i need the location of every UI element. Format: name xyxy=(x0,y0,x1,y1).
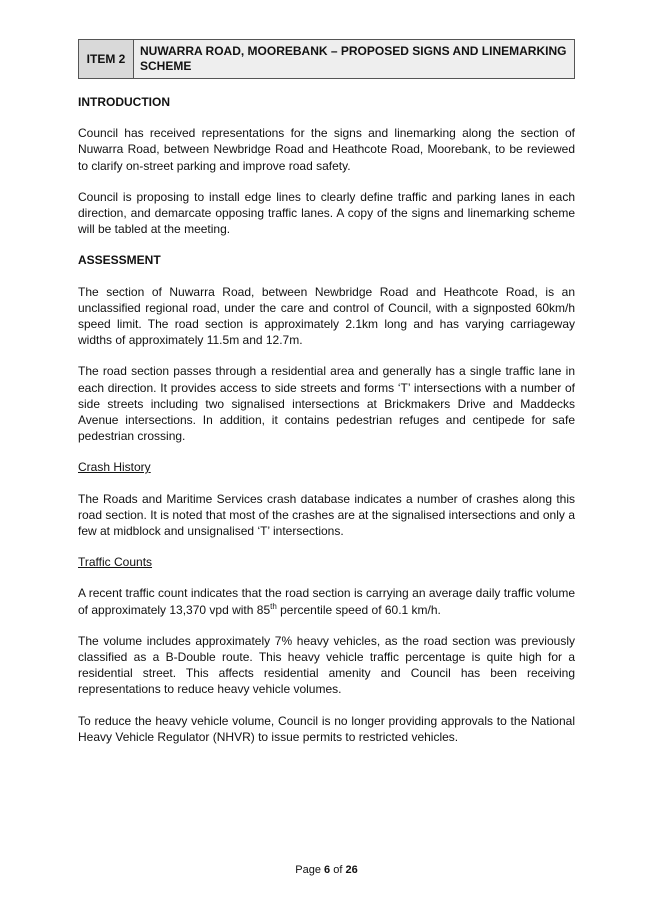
traffic-paragraph-3: To reduce the heavy vehicle volume, Council is no longer providing approvals to the National Heavy Vehicle Regulator (NHVR) to issue permits to restricted vehicles. xyxy=(78,713,575,744)
intro-paragraph-2: Council is proposing to install edge lines to clearly define traffic and parking lanes in each direction, and demarcate opposing traffic lanes. A copy of the signs and linemarking scheme will be tabled at the meeting. xyxy=(78,189,575,237)
assessment-paragraph-2: The road section passes through a residential area and generally has a single traffic lane in each direction. It provides access to side streets and forms ‘T’ intersections with a number of side streets including two signalised intersections at Brickmakers Drive and Maddecks Avenue intersections. In addition, it contains pedestrian refuges and centipede for safe pedestrian crossing. xyxy=(78,364,575,444)
intro-paragraph-1: Council has received representations for the signs and linemarking along the section of Nuwarra Road, between Newbridge Road and Heathcote Road, Moorebank, to be reviewed to clarify on-street parking and improve road safety. xyxy=(78,126,575,173)
crash-history-paragraph: The Roads and Maritime Services crash database indicates a number of crashes along this road section. It is noted that most of the crashes are at the signalised intersections and only a few at midblock and unsignalised ‘T’ intersections. xyxy=(78,491,575,539)
page-number: 6 xyxy=(324,864,331,876)
traffic-paragraph-2: The volume includes approximately 7% heavy vehicles, as the road section was previously classified as a B-Double route. This heavy vehicle traffic percentage is quite high for a residential street. This affects residential amenity and Council has been receiving representations to reduce heavy vehicle volumes. xyxy=(78,633,575,697)
item-header xyxy=(78,39,575,79)
traffic-counts-heading: Traffic Counts xyxy=(78,555,153,570)
ordinal-suffix: th xyxy=(270,601,277,611)
item-number: ITEM 2 xyxy=(79,40,134,78)
assessment-heading: ASSESSMENT xyxy=(78,253,161,268)
traffic-text-a: A recent traffic count indicates that the road section is carrying an average daily traffic volume of approximately 13,370 vpd with 85 xyxy=(78,586,575,617)
introduction-heading: INTRODUCTION xyxy=(78,95,170,109)
traffic-text-b: percentile speed of 60.1 km/h. xyxy=(276,602,441,617)
of-label: of xyxy=(330,864,346,876)
assessment-paragraph-1: The section of Nuwarra Road, between Newbridge Road and Heathcote Road, is an unclassified regional road, under the care and control of Council, with a signposted 60km/h speed limit. The road section is approximately 2.1km long and has varying carriageway widths of approximately 11.5m and 12.7m. xyxy=(78,284,575,348)
page-footer xyxy=(0,864,653,876)
page-label: Page xyxy=(295,864,325,876)
traffic-paragraph-1 xyxy=(78,585,575,617)
document-body xyxy=(78,94,575,760)
page-total: 26 xyxy=(345,864,358,876)
item-title: NUWARRA ROAD, MOOREBANK – PROPOSED SIGNS AND LINEMARKING SCHEME xyxy=(134,40,574,78)
crash-history-heading: Crash History xyxy=(78,460,151,475)
